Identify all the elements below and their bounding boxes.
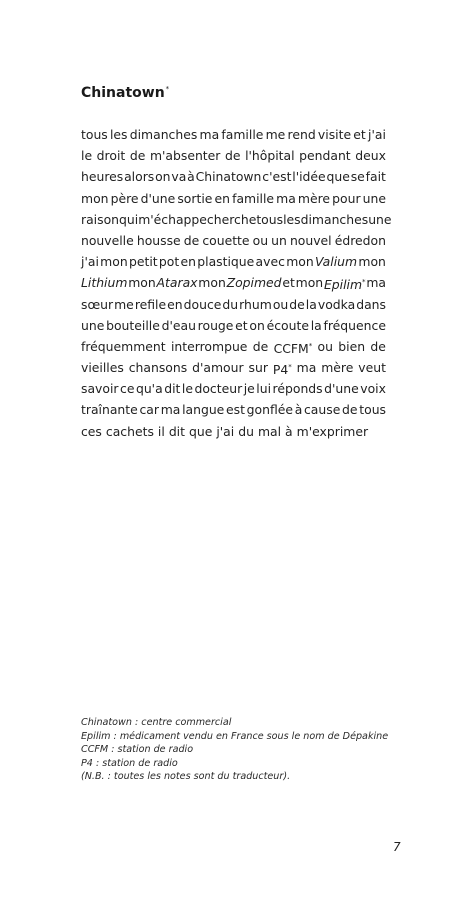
word: mon bbox=[100, 254, 128, 270]
text-line bbox=[81, 251, 386, 272]
word: avec bbox=[255, 254, 285, 270]
word: Epilim* bbox=[323, 277, 366, 293]
word: docteur bbox=[194, 381, 243, 397]
word: fait bbox=[365, 169, 386, 185]
word: tous bbox=[81, 127, 108, 142]
word: ces bbox=[81, 423, 102, 439]
word: traînante bbox=[81, 402, 138, 418]
word: dimanches bbox=[300, 211, 369, 227]
word: ma bbox=[366, 275, 386, 291]
word: tous bbox=[256, 211, 284, 227]
text-line bbox=[81, 315, 386, 336]
word: savoir bbox=[81, 381, 119, 397]
word: ou bbox=[272, 296, 289, 312]
word: pot bbox=[158, 254, 180, 270]
word: est bbox=[226, 402, 245, 418]
word: vieilles bbox=[81, 360, 124, 376]
word: alors bbox=[124, 169, 155, 185]
chapter-title bbox=[81, 85, 169, 101]
word: Zopimed bbox=[226, 275, 282, 291]
word: ou bbox=[252, 232, 269, 248]
word: m'échappe bbox=[138, 211, 207, 227]
word: il bbox=[157, 423, 165, 439]
word: ma bbox=[296, 360, 317, 376]
word: la bbox=[305, 296, 317, 312]
footnote: CCFM : station de radio bbox=[81, 744, 194, 756]
word: de bbox=[342, 402, 358, 418]
footnote-marker: * bbox=[362, 278, 366, 287]
word: lui bbox=[256, 381, 272, 397]
word: je bbox=[243, 381, 255, 397]
word: m'exprimer bbox=[296, 423, 369, 439]
word: heures bbox=[81, 169, 124, 185]
word: écoute bbox=[266, 317, 309, 333]
word: voix bbox=[360, 381, 386, 397]
text-line bbox=[81, 336, 386, 357]
word: ma bbox=[199, 127, 220, 142]
word: une bbox=[81, 317, 105, 333]
word: dit bbox=[168, 423, 185, 439]
word: visite bbox=[317, 127, 352, 142]
word: de bbox=[289, 296, 305, 312]
chapter-title-text: Chinatown bbox=[81, 85, 165, 101]
word: j'ai bbox=[368, 127, 386, 142]
word: mon bbox=[286, 254, 314, 270]
word: à bbox=[187, 169, 195, 185]
word: tous bbox=[359, 402, 386, 418]
word: mère bbox=[297, 190, 331, 206]
footnote-marker: * bbox=[165, 85, 170, 94]
word: mon bbox=[81, 190, 109, 206]
text-line bbox=[81, 399, 386, 420]
word: gonflée bbox=[246, 402, 293, 418]
word: sœur bbox=[81, 296, 114, 312]
word: chansons bbox=[128, 360, 188, 376]
word: vodka bbox=[317, 296, 356, 312]
word: rhum bbox=[239, 296, 272, 312]
text-line bbox=[81, 230, 386, 251]
word: va bbox=[171, 169, 187, 185]
word: une bbox=[362, 190, 386, 206]
word: de bbox=[183, 232, 200, 248]
word: qui bbox=[119, 211, 139, 227]
word: le bbox=[81, 148, 93, 164]
word: Chinatown bbox=[195, 169, 262, 185]
word: housse bbox=[136, 232, 181, 248]
word: de bbox=[224, 148, 241, 164]
word: l'hôpital bbox=[245, 148, 295, 164]
body-paragraph bbox=[81, 124, 392, 442]
footnote: (N.B. : toutes les notes sont du traducteur). bbox=[81, 771, 291, 783]
word: nouvelle bbox=[81, 232, 134, 248]
word: pendant bbox=[299, 148, 351, 164]
word: de bbox=[370, 338, 386, 354]
word: cherche bbox=[206, 211, 257, 227]
word: de bbox=[252, 338, 269, 354]
word: réponds bbox=[272, 381, 323, 397]
word: d'amour bbox=[192, 360, 244, 376]
word: d'eau bbox=[161, 317, 196, 333]
footnote: Epilim : médicament vendu en France sous le nom de Dépakine bbox=[81, 730, 389, 742]
page-number: 7 bbox=[393, 840, 401, 854]
text-line bbox=[81, 357, 386, 378]
word: raison bbox=[81, 211, 120, 227]
word: j'ai bbox=[81, 254, 99, 270]
word: mon bbox=[128, 275, 156, 291]
word: bien bbox=[338, 338, 366, 354]
text-line bbox=[81, 294, 386, 315]
word: la bbox=[310, 317, 322, 333]
text-line bbox=[81, 272, 386, 293]
word: dans bbox=[356, 296, 386, 312]
text-line bbox=[81, 421, 386, 442]
text-line bbox=[81, 124, 386, 145]
footnote-marker: * bbox=[288, 363, 292, 372]
word: douce bbox=[183, 296, 222, 312]
word: les bbox=[109, 127, 128, 142]
word: le bbox=[181, 381, 193, 397]
word: petit bbox=[128, 254, 158, 270]
word: dit bbox=[164, 381, 181, 397]
word: sortie bbox=[177, 190, 213, 206]
word: que bbox=[326, 169, 350, 185]
word: pour bbox=[332, 190, 361, 206]
word: qu'a bbox=[135, 381, 163, 397]
word: les bbox=[283, 211, 301, 227]
word: rend bbox=[287, 127, 316, 142]
word: en bbox=[214, 190, 230, 206]
text-line bbox=[81, 145, 386, 166]
word: refile bbox=[134, 296, 167, 312]
word: me bbox=[114, 296, 134, 312]
word: rouge bbox=[197, 317, 234, 333]
word: j'ai bbox=[216, 423, 235, 439]
word: cause bbox=[304, 402, 341, 418]
footnotes bbox=[81, 716, 388, 784]
word: mon bbox=[358, 254, 386, 270]
word: fréquemment bbox=[81, 338, 166, 354]
word: on bbox=[249, 317, 265, 333]
word: mon bbox=[198, 275, 226, 291]
word: un bbox=[271, 232, 287, 248]
word: c'est bbox=[262, 169, 292, 185]
word: couette bbox=[202, 232, 250, 248]
word: famille bbox=[232, 190, 275, 206]
word: en bbox=[180, 254, 196, 270]
word: se bbox=[350, 169, 365, 185]
word: P4* bbox=[272, 362, 292, 378]
word: sur bbox=[248, 360, 268, 376]
word: l'idée bbox=[292, 169, 326, 185]
word: CCFM* bbox=[273, 341, 313, 356]
word: ma bbox=[160, 402, 181, 418]
text-line bbox=[81, 166, 386, 187]
word: mère bbox=[321, 360, 354, 376]
word: dimanches bbox=[129, 127, 198, 142]
word: mal bbox=[257, 423, 282, 439]
word: me bbox=[265, 127, 286, 142]
word: ma bbox=[276, 190, 296, 206]
word: langue bbox=[182, 402, 225, 418]
word: père bbox=[110, 190, 139, 206]
word: du bbox=[222, 296, 239, 312]
word: fréquence bbox=[323, 317, 386, 333]
word: droit bbox=[96, 148, 126, 164]
word: et bbox=[282, 275, 295, 291]
word: m'absenter bbox=[149, 148, 221, 164]
word: ou bbox=[317, 338, 333, 354]
text-line bbox=[81, 209, 392, 230]
word: mon bbox=[295, 275, 324, 291]
word: d'une bbox=[140, 190, 176, 206]
footnote-marker: * bbox=[308, 341, 313, 350]
word: bouteille bbox=[106, 317, 160, 333]
word: car bbox=[139, 402, 159, 418]
word: en bbox=[167, 296, 183, 312]
word: de bbox=[129, 148, 146, 164]
word: et bbox=[353, 127, 366, 142]
word: deux bbox=[355, 148, 386, 164]
text-line bbox=[81, 378, 386, 399]
word: nouvel bbox=[289, 232, 332, 248]
word: ce bbox=[120, 381, 135, 397]
footnote: P4 : station de radio bbox=[81, 757, 178, 769]
word: Valium bbox=[315, 254, 358, 270]
word: cachets bbox=[105, 423, 154, 439]
word: édredon bbox=[334, 232, 386, 248]
word: d'une bbox=[324, 381, 359, 397]
word: et bbox=[235, 317, 248, 333]
word: que bbox=[188, 423, 213, 439]
word: famille bbox=[221, 127, 264, 142]
footnote: Chinatown : centre commercial bbox=[81, 717, 232, 728]
word: du bbox=[238, 423, 254, 439]
word: Atarax bbox=[156, 275, 198, 291]
text-line bbox=[81, 188, 386, 209]
word: une bbox=[368, 211, 392, 227]
word: veut bbox=[358, 360, 386, 376]
word: à bbox=[285, 423, 293, 439]
word: Lithium bbox=[81, 275, 128, 291]
word: interrompue bbox=[170, 338, 248, 354]
word: plastique bbox=[197, 254, 255, 270]
word: à bbox=[294, 402, 303, 418]
word: on bbox=[155, 169, 171, 185]
